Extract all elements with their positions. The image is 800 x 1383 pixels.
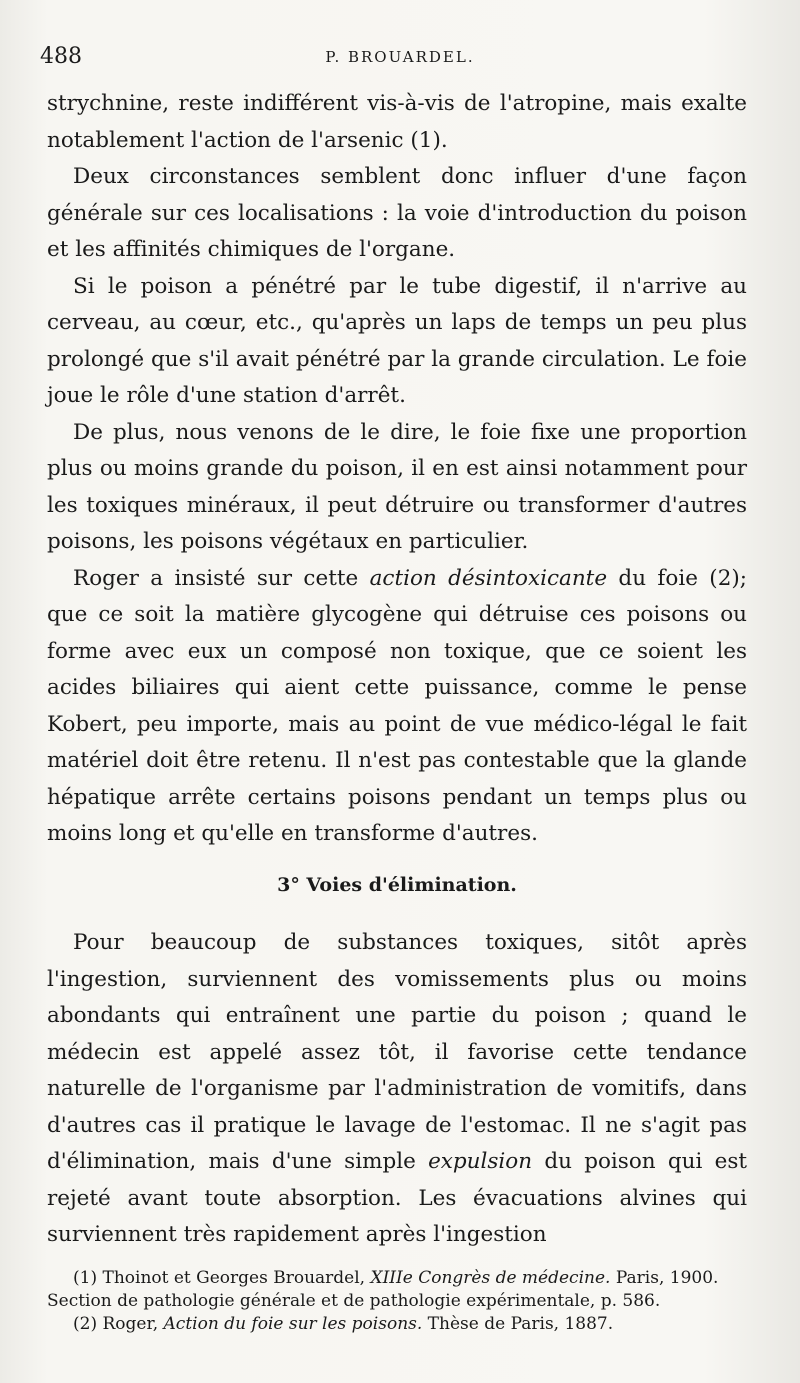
footnotes xyxy=(47,1267,747,1336)
footnote-2 xyxy=(47,1313,747,1336)
elimination-italic: expulsion xyxy=(428,1149,533,1174)
footnote-1 xyxy=(47,1267,747,1290)
paragraph-elimination xyxy=(47,925,747,1254)
running-header xyxy=(38,44,762,72)
footnote-2-italic: Action du foie sur les poisons. xyxy=(163,1314,423,1334)
roger-text-b: du foie (2); que ce soit la matière glycogène qui détruise ces poisons ou forme avec eux un composé non toxique, que ce soient les acides biliaires qui aient cette puissance, comme le pense Kobert, peu importe, mais au point de vue médico-légal le fait matériel doit être retenu. Il n'est pas contestable que la glande hépatique arrête certains poisons pendant un temps plus ou moins long et qu'elle en transforme d'autres. xyxy=(47,565,748,846)
elimination-text-b: du poison qui est rejeté avant toute absorption. Les évacuations alvines qui surviennent très rapidement après l'ingestion xyxy=(47,1149,747,1247)
footnote-1-text-b: Paris, 1900. xyxy=(610,1268,719,1288)
body-text-upper xyxy=(47,86,747,853)
footnote-1-text-a: (1) Thoinot et Georges Brouardel, xyxy=(73,1268,371,1288)
paragraph-circonstances: Deux circonstances semblent donc influer d'une façon générale sur ces localisations : la voie d'introduction du poison et les affinités chimiques de l'organe. xyxy=(47,164,747,262)
paragraph-roger xyxy=(47,561,747,853)
footnote-1-italic: XIIIe Congrès de médecine. xyxy=(370,1268,611,1288)
elimination-text-a: Pour beaucoup de substances toxiques, sitôt après l'ingestion, surviennent des vomissements plus ou moins abondants qui entraînent une partie du poison ; quand le médecin est appelé assez tôt, il favorise cette tendance naturelle de l'organisme par l'administration de vomitifs, dans d'autres cas il pratique le lavage de l'estomac. Il ne s'agit pas d'élimination, mais d'une simple xyxy=(47,930,747,1174)
roger-italic: action désintoxicante xyxy=(369,565,608,591)
page-number: 488 xyxy=(40,44,82,69)
paragraph-continuation: strychnine, reste indifférent vis-à-vis de l'atropine, mais exalte notablement l'action de l'arsenic (1). xyxy=(47,91,747,153)
body-text-lower xyxy=(47,925,747,1254)
section-heading: 3° Voies d'élimination. xyxy=(277,874,517,896)
paragraph-foie-fixe: De plus, nous venons de le dire, le foie fixe une proportion plus ou moins grande du poison, il en est ainsi notamment pour les toxiques minéraux, il peut détruire ou transformer d'autres poisons, les poisons végétaux en particulier. xyxy=(47,419,747,554)
footnote-2-text-b: Thèse de Paris, 1887. xyxy=(422,1314,614,1334)
footnote-2-text-a: (2) Roger, xyxy=(73,1314,164,1334)
footnote-1-continuation: Section de pathologie générale et de pathologie expérimentale, p. 586. xyxy=(47,1291,661,1311)
roger-text-a: Roger a insisté sur cette xyxy=(73,565,370,591)
running-title: P. BROUARDEL. xyxy=(325,48,475,66)
paragraph-tube-digestif: Si le poison a pénétré par le tube digestif, il n'arrive au cerveau, au cœur, etc., qu'après un laps de temps un peu plus prolongé que s'il avait pénétré par la grande circulation. Le foie joue le rôle d'une station d'arrêt. xyxy=(47,273,747,408)
